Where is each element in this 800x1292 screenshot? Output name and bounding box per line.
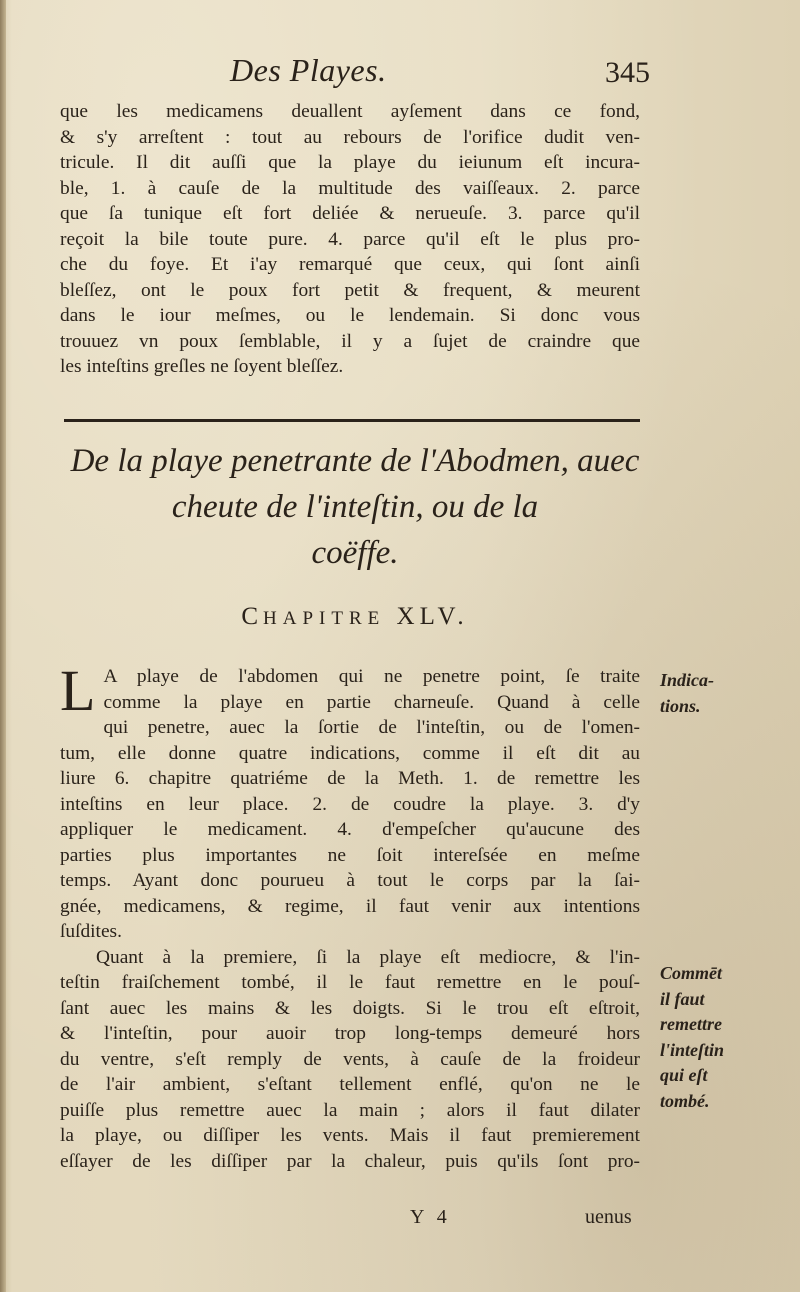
signature-mark: Y 4 <box>410 1206 451 1228</box>
text-line: dans le iour meſmes, ou le lendemain. Si donc vous <box>60 305 640 326</box>
text-line: liure 6. chapitre quatriéme de la Meth. 1. de remettre les <box>60 768 640 789</box>
text-line: tum, elle donne quatre indications, comme il eſt dit au <box>60 742 640 764</box>
margin-note-line: qui eſt <box>660 1065 708 1085</box>
text-line: ſant auec les mains & les doigts. Si le trou eſt eſtroit, <box>60 997 640 1019</box>
text-line: bleſſez, ont le poux fort petit & frequent, & meurent <box>60 279 640 301</box>
page-gutter-edge <box>0 0 6 1292</box>
chapter-body <box>60 658 640 1174</box>
text-line: puiſſe plus remettre auec la main ; alors il faut dilater <box>60 1099 640 1121</box>
margin-note-how-to-replace <box>660 961 724 1114</box>
text-line: che du foye. Et i'ay remarqué que ceux, qui ſont ainſi <box>60 254 640 275</box>
text-line: ſuſdites. <box>60 921 122 942</box>
text-line: trouuez vn poux ſemblable, il y a ſujet de craindre que <box>60 330 640 352</box>
text-line: que les medicamens deuallent ayſement dans ce fond, <box>60 101 640 122</box>
text-line: Quant à la premiere, ſi la playe eſt mediocre, & l'in- <box>96 946 640 968</box>
drop-cap: L <box>60 658 96 723</box>
chapter-label <box>60 603 650 631</box>
text-line: de l'air ambient, s'eſtant tellement enflé, qu'on ne le <box>60 1074 640 1095</box>
margin-note-line: Commēt <box>660 963 722 983</box>
text-line: du ventre, s'eſt remply de vents, à cauſe de la froideur <box>60 1048 640 1070</box>
text-line: tricule. Il dit auſſi que la playe du ieiunum eſt incura- <box>60 152 640 173</box>
section-divider-rule <box>64 419 640 422</box>
text-line: gnée, medicamens, & regime, il faut venir aux intentions <box>60 895 640 917</box>
margin-note-line: tions. <box>660 695 701 716</box>
margin-note-line: il faut <box>660 988 705 1009</box>
text-line: A playe de l'abdomen qui ne penetre point, ſe traite <box>103 666 640 687</box>
margin-note-line: remettre <box>660 1014 722 1034</box>
text-line: que ſa tunique eſt fort deliée & nerueuſe. 3. parce qu'il <box>60 203 640 224</box>
page-header <box>60 52 650 102</box>
text-line: eſſayer de les diſſiper par la chaleur, puis qu'ils ſont pro- <box>60 1150 640 1172</box>
chapter-title <box>60 438 650 576</box>
running-head: Des Playes. <box>230 52 387 88</box>
page-number: 345 <box>605 56 650 89</box>
text-line: les inteſtins greſles ne ſoyent bleſſez. <box>60 356 344 377</box>
text-line: appliquer le medicament. 4. d'empeſcher qu'aucune des <box>60 819 640 840</box>
continued-paragraph <box>60 99 640 380</box>
text-line: teſtin fraiſchement tombé, il le faut remettre en le pouſ- <box>60 972 640 993</box>
margin-note-line: tombé. <box>660 1090 710 1111</box>
text-line: reçoit la bile toute pure. 4. parce qu'il eſt le plus pro- <box>60 228 640 250</box>
margin-note-indications <box>660 668 714 719</box>
text-line: temps. Ayant donc pourueu à tout le corps par la ſai- <box>60 870 640 891</box>
catchword: uenus <box>585 1206 632 1228</box>
chapter-number: XLV. <box>396 603 469 630</box>
margin-note-line: Indica- <box>660 670 714 690</box>
text-line: ble, 1. à cauſe de la multitude des vaiſſeaux. 2. parce <box>60 177 640 199</box>
text-line: qui penetre, auec la ſortie de l'inteſtin, ou de l'omen- <box>103 717 640 738</box>
text-line: & s'y arreſtent : tout au rebours de l'orifice dudit ven- <box>60 126 640 148</box>
chapter-title-line: De la playe penetrante de l'Abodmen, auec <box>70 443 640 479</box>
text-line: parties plus importantes ne ſoit intereſsée en meſme <box>60 844 640 866</box>
chapter-title-line: coëffe. <box>311 535 399 571</box>
text-line: comme la playe en partie charneuſe. Quand à celle <box>103 691 640 713</box>
chapter-title-line: cheute de l'inteſtin, ou de la <box>171 489 539 525</box>
text-line: inteſtins en leur place. 2. de coudre la playe. 3. d'y <box>60 793 640 815</box>
chapter-label-initial: C <box>241 603 264 630</box>
margin-note-line: l'inteſtin <box>660 1039 725 1060</box>
text-line: la playe, ou diſſiper les vents. Mais il faut premierement <box>60 1125 640 1146</box>
chapter-label-word: HAPITRE <box>263 608 386 629</box>
text-line: & l'inteſtin, pour auoir trop long-temps demeuré hors <box>60 1023 640 1044</box>
